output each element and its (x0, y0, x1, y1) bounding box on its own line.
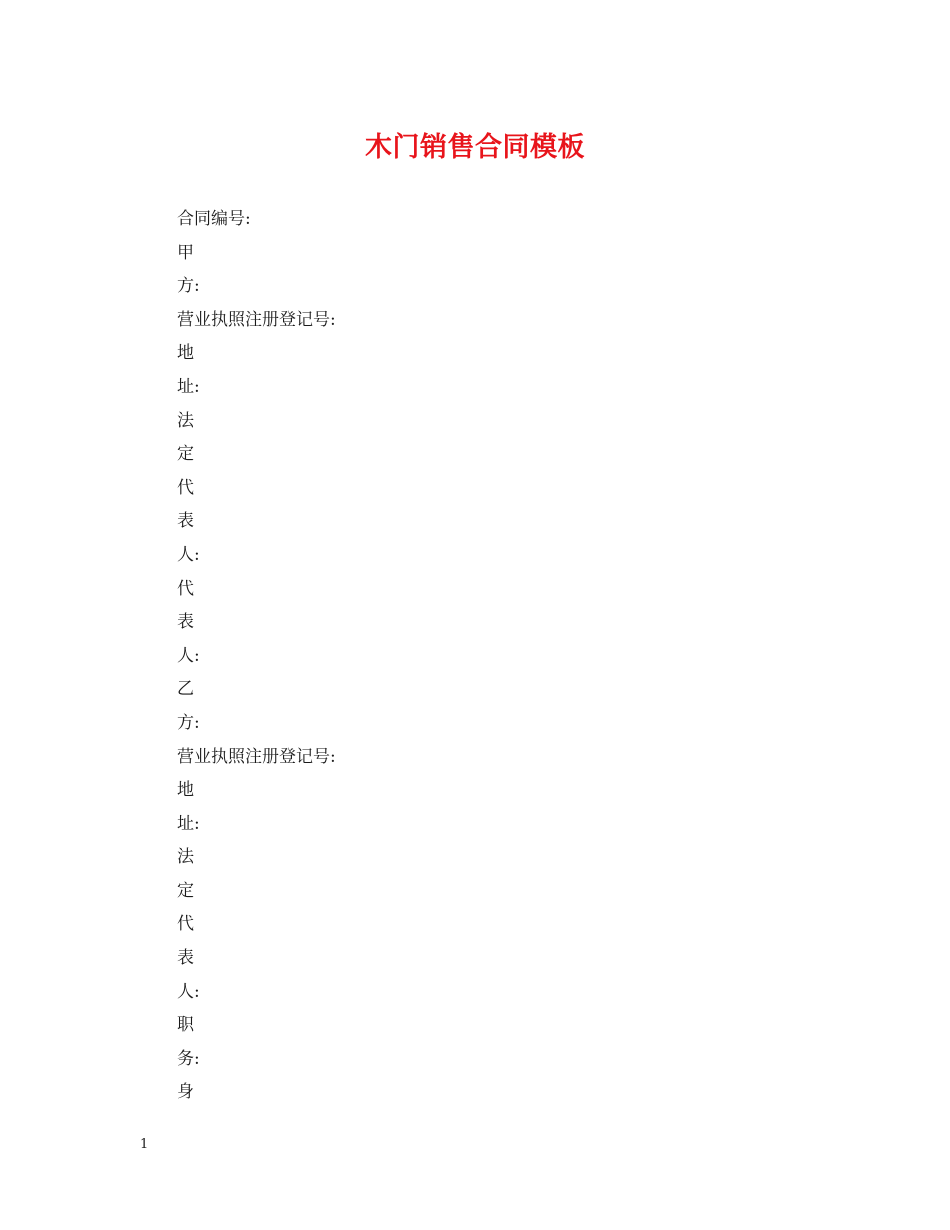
text-line: 方: (177, 712, 200, 733)
text-line: 合同编号: (177, 209, 251, 229)
text-line: 营业执照注册登记号: (177, 309, 336, 330)
text-line: 职 (177, 1015, 194, 1036)
text-line: 法 (177, 847, 194, 868)
text-line: 表 (177, 612, 194, 633)
text-line: 址: (177, 376, 200, 397)
text-line: 定 (177, 444, 194, 465)
contract-field-list (177, 203, 336, 1110)
text-line: 定 (177, 880, 194, 901)
text-line: 乙 (177, 679, 194, 700)
text-line: 营业执照注册登记号: (177, 746, 336, 767)
text-line: 代 (177, 914, 194, 935)
text-line: 表 (177, 948, 194, 969)
text-line: 人: (177, 544, 200, 565)
text-line: 务: (177, 1048, 200, 1069)
text-line: 身 (177, 1082, 194, 1103)
text-line: 代 (177, 578, 194, 599)
text-line: 地 (177, 343, 194, 364)
document-title: 木门销售合同模板 (365, 132, 585, 163)
text-line: 法 (177, 410, 194, 431)
text-line: 代 (177, 477, 194, 498)
text-line: 址: (177, 813, 200, 834)
text-line: 人: (177, 981, 200, 1002)
page-number: 1 (140, 1137, 149, 1152)
text-line: 甲 (177, 242, 194, 263)
text-line: 表 (177, 511, 194, 532)
text-line: 地 (177, 780, 194, 801)
text-line: 人: (177, 645, 200, 666)
text-line: 方: (177, 276, 200, 297)
